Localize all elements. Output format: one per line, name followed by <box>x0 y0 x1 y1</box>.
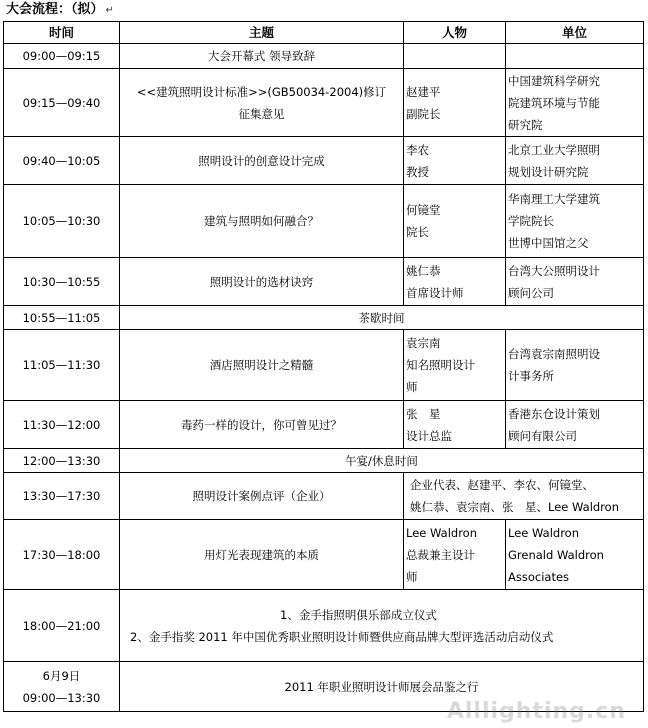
topic-cell <box>120 44 404 69</box>
table-row <box>4 137 644 185</box>
unit-cell-line: 世博中国馆之父 <box>508 236 589 250</box>
topic-cell <box>120 330 404 401</box>
time-cell-line: 09:40—10:05 <box>22 153 101 168</box>
topic-cell-line: 照明设计的创意设计完成 <box>198 153 325 168</box>
unit-cell-line: Lee Waldron <box>508 525 579 540</box>
time-cell-line: 6月9日 <box>42 668 81 683</box>
unit-cell-line: 华南理工大学建筑 <box>508 192 600 206</box>
time-cell-line: 13:30—17:30 <box>22 489 101 503</box>
time-cell <box>4 306 120 330</box>
time-cell-line: 09:00—13:30 <box>22 690 101 705</box>
topic-cell-line: 用灯光表现建筑的本质 <box>204 547 319 562</box>
unit-cell-line: 规划设计研究院 <box>508 164 589 179</box>
person-cell-line: 袁宗南 <box>406 336 441 350</box>
person-unit-cell <box>404 473 644 520</box>
unit-cell <box>506 520 644 590</box>
topic-cell-line: 照明设计案例点评（企业） <box>192 489 331 503</box>
time-cell <box>4 330 120 401</box>
header-topic: 主题 <box>120 22 404 44</box>
table-row <box>4 69 644 137</box>
time-cell <box>4 185 120 258</box>
unit-cell-line: 学院院长 <box>508 214 554 228</box>
person-cell <box>404 69 506 137</box>
time-cell-line: 10:30—10:55 <box>22 274 101 289</box>
time-cell <box>4 473 120 520</box>
paragraph-mark: ↵ <box>105 5 114 16</box>
header-person: 人物 <box>404 22 506 44</box>
unit-cell-line: 北京工业大学照明 <box>508 142 600 157</box>
topic-cell <box>120 137 404 185</box>
person-cell <box>404 330 506 401</box>
unit-cell-line: 顾问有限公司 <box>508 428 577 443</box>
unit-cell <box>506 69 644 137</box>
table-row <box>4 330 644 401</box>
time-cell-line: 17:30—18:00 <box>22 547 101 562</box>
person-cell-line: 李农 <box>406 142 429 157</box>
topic-cell-line: 毒药一样的设计，你可曾见过？ <box>181 417 342 432</box>
unit-cell <box>506 137 644 185</box>
watermark: Alllighting.cn <box>446 699 626 724</box>
time-cell <box>4 590 120 662</box>
page-title <box>6 0 114 20</box>
topic-cell-line: 酒店照明设计之精髓 <box>209 358 314 372</box>
topic-cell <box>120 69 404 137</box>
time-cell <box>4 44 120 69</box>
person-cell <box>404 185 506 258</box>
time-cell <box>4 401 120 449</box>
span-cell <box>120 590 644 662</box>
person-unit-cell-line: 企业代表、赵建平、李农、何镜堂、 <box>410 478 594 492</box>
person-cell-line: 知名照明设计 <box>406 358 475 372</box>
header-unit: 单位 <box>506 22 644 44</box>
unit-cell-line: 香港东仓设计策划 <box>508 406 600 421</box>
person-unit-cell-line: 姚仁恭、袁宗南、张 星、Lee Waldron <box>410 500 619 514</box>
time-cell <box>4 449 120 473</box>
time-cell-line: 18:00—21:00 <box>22 618 101 633</box>
span-cell-line: 茶歇时间 <box>358 310 405 325</box>
person-cell-line: 赵建平 <box>406 84 441 99</box>
topic-cell-line: 建筑与照明如何融合？ <box>204 214 319 228</box>
person-cell-line: Lee Waldron <box>406 525 477 540</box>
table-row <box>4 520 644 590</box>
span-cell <box>120 306 644 330</box>
topic-cell-line: 大会开幕式 领导致辞 <box>207 49 316 63</box>
unit-cell-line: 台湾大公照明设计 <box>508 263 600 278</box>
header-time: 时间 <box>4 22 120 44</box>
topic-cell-line: 照明设计的选材诀窍 <box>209 274 314 289</box>
person-cell <box>404 401 506 449</box>
person-cell <box>404 520 506 590</box>
table-row <box>4 185 644 258</box>
time-cell-line: 10:55—11:05 <box>22 310 101 325</box>
table-row <box>4 44 644 69</box>
person-cell-line: 何镜堂 <box>406 203 441 217</box>
unit-cell <box>506 330 644 401</box>
person-cell-line: 总裁兼主设计 <box>406 547 475 562</box>
time-cell <box>4 258 120 306</box>
time-cell-line: 09:15—09:40 <box>22 95 101 110</box>
topic-cell-line: <<建筑照明设计标准>>(GB50034-2004)修订 <box>136 84 387 99</box>
topic-cell <box>120 258 404 306</box>
time-cell <box>4 137 120 185</box>
header-row <box>4 22 644 44</box>
time-cell-line: 09:00—09:15 <box>22 49 101 63</box>
time-cell-line: 10:05—10:30 <box>22 214 101 228</box>
schedule-table <box>3 21 644 712</box>
person-cell <box>404 44 506 69</box>
topic-cell <box>120 520 404 590</box>
unit-cell <box>506 258 644 306</box>
time-cell-line: 12:00—13:30 <box>22 453 101 468</box>
person-cell-line: 设计总监 <box>406 428 452 443</box>
unit-cell-line: Associates <box>508 569 570 584</box>
table-row <box>4 258 644 306</box>
person-cell-line: 张 星 <box>406 406 441 421</box>
table-row <box>4 590 644 662</box>
unit-cell <box>506 44 644 69</box>
person-cell-line: 教授 <box>406 164 429 179</box>
span-cell-line: 2011 年职业照明设计师展会品鉴之行 <box>284 679 479 694</box>
time-cell-line: 11:05—11:30 <box>22 358 101 372</box>
topic-cell <box>120 185 404 258</box>
table-row <box>4 306 644 330</box>
topic-cell <box>120 473 404 520</box>
person-cell <box>404 137 506 185</box>
span-cell-line: 午宴/休息时间 <box>345 453 418 468</box>
unit-cell-line: 顾问公司 <box>508 285 554 300</box>
time-cell-line: 11:30—12:00 <box>22 417 101 432</box>
span-cell-line: 2、金手指奖 2011 年中国优秀职业照明设计师暨供应商品牌大型评选活动启动仪式 <box>130 629 554 644</box>
unit-cell <box>506 185 644 258</box>
span-cell <box>120 449 644 473</box>
time-cell <box>4 520 120 590</box>
page-title-text: 大会流程：（拟） <box>6 2 104 17</box>
person-cell-line: 姚仁恭 <box>406 263 441 278</box>
person-cell-line: 院长 <box>406 225 429 239</box>
unit-cell-line: 中国建筑科学研究 <box>508 73 600 88</box>
person-cell <box>404 258 506 306</box>
unit-cell-line: 台湾袁宗南照明设 <box>508 347 600 361</box>
person-cell-line: 副院长 <box>406 106 441 121</box>
unit-cell <box>506 401 644 449</box>
person-cell-line: 师 <box>406 380 418 394</box>
unit-cell-line: 院建筑环境与节能 <box>508 95 600 110</box>
span-cell-line: 1、金手指照明俱乐部成立仪式 <box>280 607 437 622</box>
table-row <box>4 401 644 449</box>
table-row <box>4 473 644 520</box>
person-cell-line: 师 <box>406 569 418 584</box>
unit-cell-line: 研究院 <box>508 117 543 132</box>
table-row <box>4 449 644 473</box>
unit-cell-line: Grenald Waldron <box>508 547 604 562</box>
topic-cell <box>120 401 404 449</box>
time-cell <box>4 69 120 137</box>
unit-cell-line: 计事务所 <box>508 369 554 383</box>
topic-cell-line: 征集意见 <box>238 106 285 121</box>
person-cell-line: 首席设计师 <box>406 285 464 300</box>
time-cell <box>4 662 120 712</box>
